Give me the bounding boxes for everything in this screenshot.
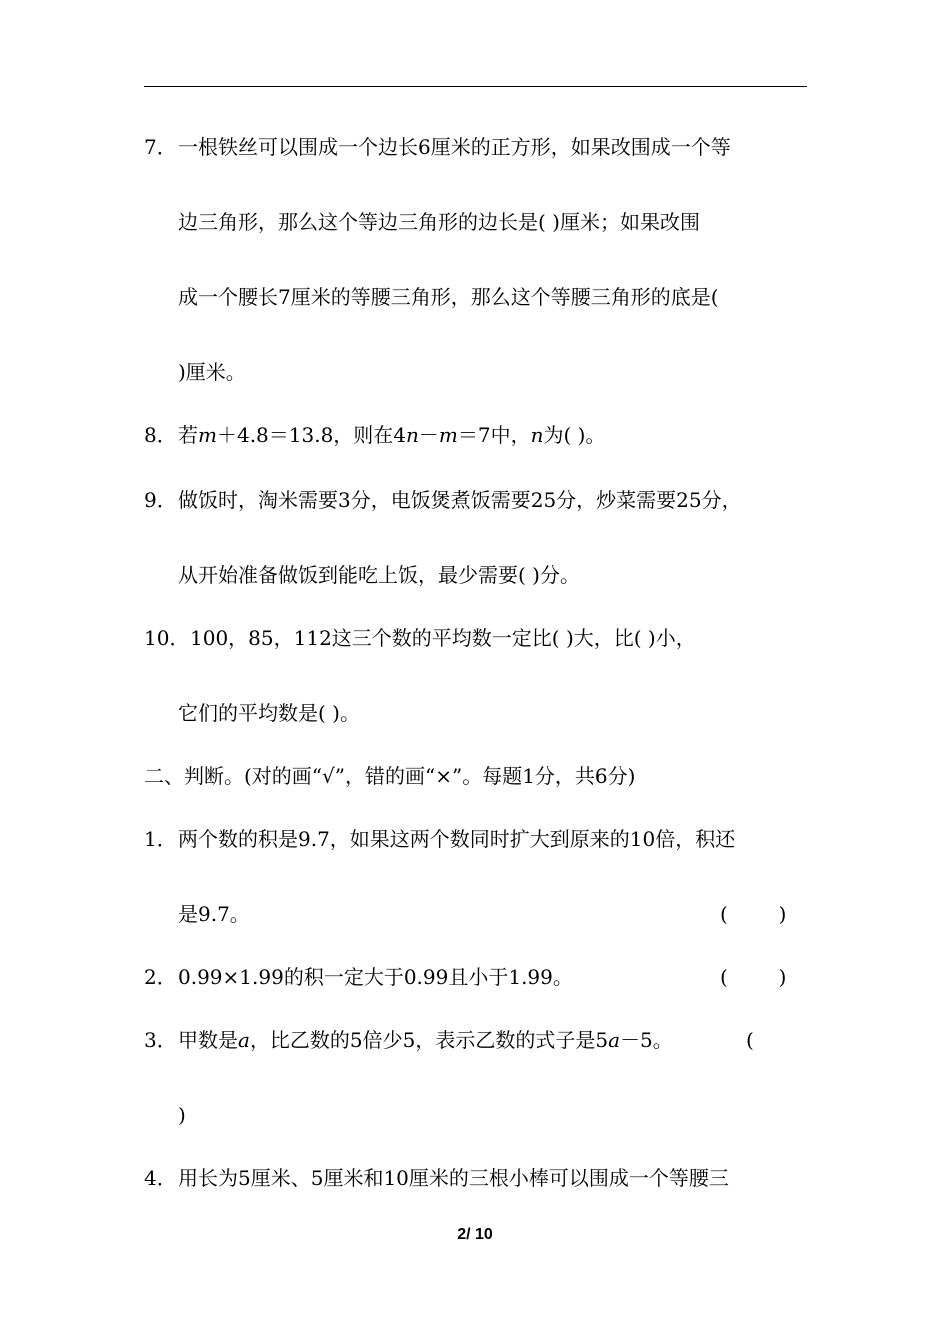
variable-a: a xyxy=(238,1028,250,1052)
question-number: 8． xyxy=(144,423,177,447)
page-number: 2/ 10 xyxy=(457,1226,493,1243)
answer-blank: ( ) xyxy=(720,902,787,926)
question-9-line-2: 从开始准备做饭到能吃上饭，最少需要( )分。 xyxy=(178,563,580,587)
question-number: 9． xyxy=(144,488,177,512)
question-text: － xyxy=(418,423,439,447)
question-number: 7． xyxy=(144,135,177,159)
variable-n: n xyxy=(530,423,544,447)
judge-item-1-line-2: 是9.7。 xyxy=(178,902,250,926)
question-text: 100，85，112这三个数的平均数一定比( )大，比( )小， xyxy=(190,626,696,650)
question-text: ，比乙数的5倍少5，表示乙数的式子是5 xyxy=(249,1028,609,1052)
answer-blank-close: ) xyxy=(178,1103,186,1127)
judge-item-3-line-1 xyxy=(144,1026,673,1054)
question-text: 两个数的积是9.7，如果这两个数同时扩大到原来的10倍，积还 xyxy=(178,827,736,851)
question-number: 10． xyxy=(144,626,190,650)
question-7-line-2: 边三角形，那么这个等边三角形的边长是( )厘米；如果改围 xyxy=(178,210,700,234)
question-number: 4． xyxy=(144,1166,177,1190)
question-10-line-1 xyxy=(144,624,696,652)
judge-item-2-line-1 xyxy=(144,963,573,991)
question-number: 2． xyxy=(144,965,177,989)
section-heading: 二、判断。(对的画“√”，错的画“×”。每题1分，共6分) xyxy=(144,764,636,788)
question-7-line-4: )厘米。 xyxy=(178,360,246,384)
question-10-line-2: 它们的平均数是( )。 xyxy=(178,701,360,725)
variable-a: a xyxy=(608,1028,621,1052)
judge-item-1-line-1 xyxy=(144,825,735,853)
question-text: 0.99×1.99的积一定大于0.99且小于1.99。 xyxy=(178,965,573,989)
question-7-line-1 xyxy=(144,133,731,161)
question-text: ＝7中， xyxy=(457,423,531,447)
question-8-line-1 xyxy=(144,421,605,449)
question-text: 一根铁丝可以围成一个边长6厘米的正方形，如果改围成一个等 xyxy=(178,135,731,159)
question-7-line-3: 成一个腰长7厘米的等腰三角形，那么这个等腰三角形的底是( xyxy=(178,285,719,309)
judge-item-4-line-1 xyxy=(144,1164,729,1192)
question-number: 1． xyxy=(144,827,177,851)
answer-blank-open: ( xyxy=(746,1028,754,1052)
question-text: 甲数是 xyxy=(178,1028,238,1052)
header-rule xyxy=(144,86,807,87)
question-number: 3． xyxy=(144,1028,177,1052)
question-text: 用长为5厘米、5厘米和10厘米的三根小棒可以围成一个等腰三 xyxy=(178,1166,729,1190)
variable-m: m xyxy=(438,423,458,447)
question-text: －5。 xyxy=(620,1028,673,1052)
question-text: 若 xyxy=(178,423,198,447)
question-text: ＋4.8＝13.8，则在4 xyxy=(216,423,407,447)
question-text: 为( )。 xyxy=(543,423,606,447)
variable-m: m xyxy=(198,423,217,447)
answer-blank: ( ) xyxy=(720,965,787,989)
question-text: 做饭时，淘米需要3分，电饭煲煮饭需要25分，炒菜需要25分， xyxy=(178,488,742,512)
question-9-line-1 xyxy=(144,486,742,514)
variable-n: n xyxy=(406,423,419,447)
